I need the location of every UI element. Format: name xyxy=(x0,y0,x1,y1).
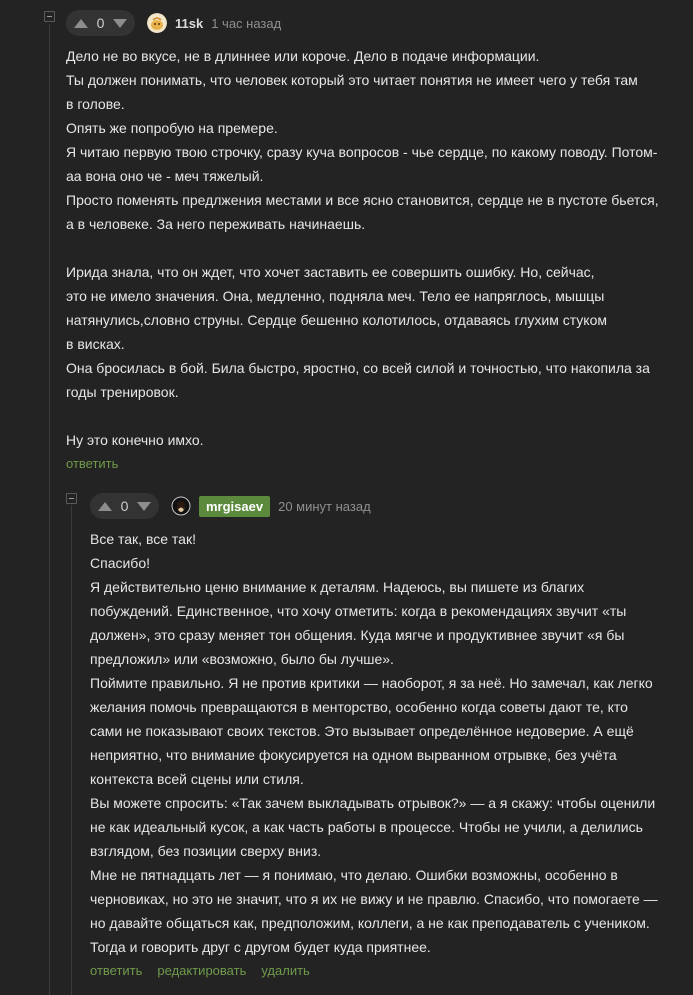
comment-line: черновиках, но это не значит, что я их не вижу и не правлю. Спасибо, что помогаете — xyxy=(90,891,658,907)
comment-line: Все так, все так! xyxy=(90,531,196,547)
comment-line: Тогда и говорить друг с другом будет куда приятнее. xyxy=(90,939,431,955)
comment-line: это не имело значения. Она, медленно, подняла меч. Тело ее напряглось, мышцы xyxy=(66,288,605,304)
downvote-icon[interactable] xyxy=(137,502,151,511)
comment-line: в висках. xyxy=(66,336,125,352)
comment-line: Дело не во вкусе, не в длиннее или короче. Дело в подаче информации. xyxy=(66,48,540,64)
avatar[interactable] xyxy=(147,13,167,33)
reply-link[interactable]: ответить xyxy=(90,963,143,978)
thread-line xyxy=(49,24,50,995)
comment-line: побуждений. Единственное, что хочу отметить: когда в рекомендациях звучит «ты xyxy=(90,603,627,619)
comment-line: Мне не пятнадцать лет — я понимаю, что делаю. Ошибки возможны, особенно в xyxy=(90,867,618,883)
reply-comment xyxy=(90,493,658,978)
comment-line: Она бросилась в бой. Била быстро, яростно, со всей силой и точностью, что накопила за xyxy=(66,360,650,376)
comment-body xyxy=(90,527,658,959)
comment-timestamp[interactable]: 20 минут назад xyxy=(278,498,371,514)
comment-line: Опять же попробую на премере. xyxy=(66,120,278,136)
comment-line: Спасибо! xyxy=(90,555,150,571)
comment-header xyxy=(90,493,658,519)
vote-count: 0 xyxy=(120,498,129,514)
comment-line: Просто поменять предлжения местами и все ясно становится, сердце не в пустоте бьется, xyxy=(66,192,659,208)
comment-line: Вы можете спросить: «Так зачем выкладывать отрывок?» — а я скажу: чтобы оценили xyxy=(90,795,656,811)
comment-line: неприятно, что внимание фокусируется на одном вырванном отрывке, без учёта xyxy=(90,747,617,763)
collapse-reply-button[interactable] xyxy=(66,493,77,504)
delete-link[interactable]: удалить xyxy=(261,963,310,978)
comment-line: но давайте общаться как, предположим, коллеги, а не как преподаватель с учеником. xyxy=(90,915,650,931)
comment-line: взглядом, без позиции сверху вниз. xyxy=(90,843,322,859)
comment-line: годы тренировок. xyxy=(66,384,179,400)
comment-line: в голове. xyxy=(66,96,125,112)
comment-line: а в человеке. За него переживать начинаешь. xyxy=(66,216,366,232)
comment-line: Я действительно ценю внимание к деталям. Надеюсь, вы пишете из благих xyxy=(90,579,585,595)
comment-actions xyxy=(66,456,659,471)
blank-line xyxy=(66,236,659,260)
comment-line: предложил» или «возможно, было бы лучше». xyxy=(90,651,394,667)
comment-line: контекста всей сцены или стиля. xyxy=(90,771,304,787)
collapse-comment-button[interactable] xyxy=(44,11,55,22)
upvote-icon[interactable] xyxy=(98,502,112,511)
comment-actions xyxy=(90,963,658,978)
thread-line-nested xyxy=(71,505,72,995)
comment-line: сами не показывают своих текстов. Это вызывает определённое недоверие. А ещё xyxy=(90,723,634,739)
vote-control xyxy=(90,493,159,519)
comment-author[interactable]: 11sk xyxy=(175,15,204,31)
comment-line: должен», это сразу меняет тон общения. Куда мягче и продуктивнее звучит «я бы xyxy=(90,627,625,643)
comment-line: Ирида знала, что он ждет, что хочет заставить ее совершить ошибку. Но, сейчас, xyxy=(66,264,595,280)
comment-line: Ну это конечно имхо. xyxy=(66,432,204,448)
comment-body xyxy=(66,44,659,452)
comment-header xyxy=(66,10,659,36)
avatar[interactable] xyxy=(171,496,191,516)
comment-line: желания помочь превращаются в менторство, особенно когда советы дают те, кто xyxy=(90,699,628,715)
upvote-icon[interactable] xyxy=(74,19,88,28)
reply-link[interactable]: ответить xyxy=(66,456,119,471)
comment-line: не как идеальный кусок, а как часть работы в процессе. Чтобы не учили, а делились xyxy=(90,819,643,835)
comment-line: Ты должен понимать, что человек который это читает понятия не имеет чего у тебя там xyxy=(66,72,638,88)
comment-line: аа вона оно че - меч тяжелый. xyxy=(66,168,264,184)
comment xyxy=(66,10,659,471)
blank-line xyxy=(66,404,659,428)
edit-link[interactable]: редактировать xyxy=(157,963,247,978)
comment-line: натянулись,словно струны. Сердце бешенно колотилось, отдаваясь глухим стуком xyxy=(66,312,608,328)
downvote-icon[interactable] xyxy=(113,19,127,28)
comment-author[interactable]: mrgisaev xyxy=(199,496,270,517)
comment-timestamp[interactable]: 1 час назад xyxy=(211,15,282,31)
comment-line: Поймите правильно. Я не против критики — наоборот, я за неё. Но замечал, как легко xyxy=(90,675,653,691)
vote-count: 0 xyxy=(96,15,105,31)
comment-line: Я читаю первую твою строчку, сразу куча вопросов - чье сердце, по какому поводу. Потом- xyxy=(66,144,658,160)
vote-control xyxy=(66,10,135,36)
